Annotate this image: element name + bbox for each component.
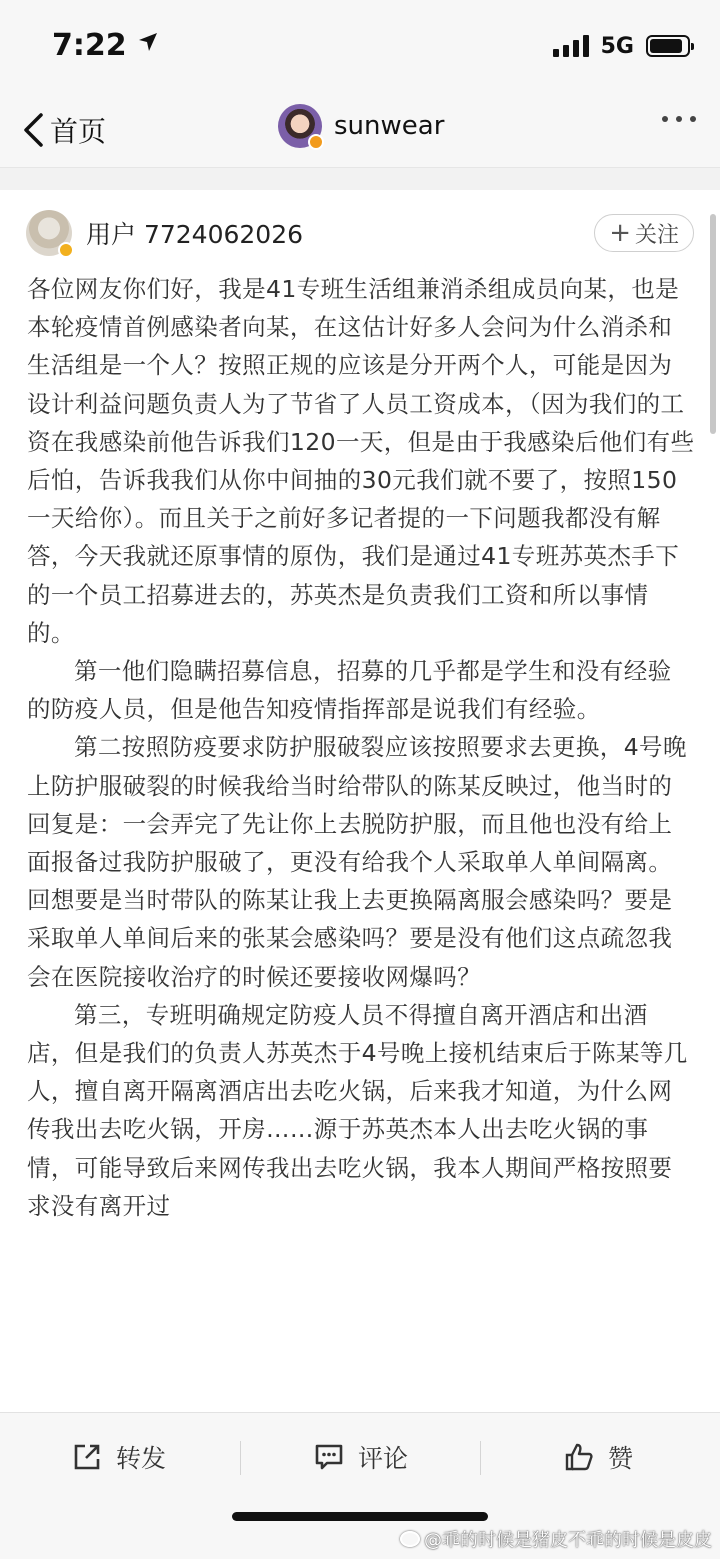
post-author[interactable] — [26, 210, 303, 256]
thumbs-up-icon — [564, 1442, 594, 1472]
weibo-logo-icon — [400, 1531, 420, 1547]
paragraph: 第二按照防疫要求防护服破裂应该按照要求去更换，4号晚上防护服破裂的时候我给当时给带队的陈某反映过，他当时的回复是：一会弄完了先让你上去脱防护服，而且他也没有给上面报备过我防护服破了，更没有给我个人采取单人单间隔离。回想要是当时带队的陈某让我上去更换隔离服会感染吗？要是采取单人单间后来的张某会感染吗？要是没有他们这点疏忽我会在医院接收治疗的时候还要接收网爆吗？ — [27, 733, 687, 991]
paragraph: 第一他们隐瞒招募信息，招募的几乎都是学生和没有经验的防疫人员，但是他告知疫情指挥部是说我们有经验。 — [27, 657, 672, 724]
paragraph: 第三，专班明确规定防疫人员不得擅自离开酒店和出酒店，但是我们的负责人苏英杰于4号晚上接机结束后于陈某等几人，擅自离开隔离酒店出去吃火锅，后来我才知道，为什么网传我出去吃火锅，开房……源于苏英杰本人出去吃火锅的事情，可能导致后来网传我出去吃火锅，我本人期间严格按照要求没有离开过 — [27, 1000, 688, 1220]
nav-user[interactable] — [278, 104, 444, 148]
status-bar — [0, 0, 720, 92]
divider — [240, 1441, 241, 1475]
signal-icon — [553, 35, 589, 57]
post-card — [0, 190, 720, 1412]
follow-label: 关注 — [634, 222, 679, 248]
more-button[interactable] — [662, 116, 696, 122]
separator — [0, 168, 720, 190]
home-indicator[interactable] — [232, 1512, 488, 1521]
comment-button[interactable] — [314, 1437, 408, 1477]
plus-icon: + — [609, 218, 631, 248]
watermark-text: @乖的时候是猪皮不乖的时候是皮皮 — [424, 1530, 712, 1551]
battery-icon — [646, 35, 690, 57]
watermark — [400, 1526, 712, 1552]
comment-icon — [314, 1442, 344, 1472]
nav-username[interactable]: sunwear — [334, 111, 445, 141]
verified-badge-icon — [58, 242, 74, 258]
repost-button[interactable] — [72, 1437, 166, 1477]
comment-label: 评论 — [358, 1444, 409, 1473]
nav-bar — [0, 92, 720, 168]
scrollbar[interactable] — [710, 214, 716, 434]
chevron-left-icon — [22, 112, 44, 148]
verified-badge-icon — [308, 134, 324, 150]
status-time — [52, 28, 159, 63]
network-type: 5G — [600, 33, 634, 59]
location-arrow-icon — [137, 31, 159, 53]
avatar[interactable] — [278, 104, 322, 148]
follow-button[interactable] — [594, 214, 694, 252]
author-name[interactable]: 用户 7724062026 — [86, 220, 304, 249]
clock: 7:22 — [52, 28, 127, 63]
more-dot-icon — [662, 116, 668, 122]
like-label: 赞 — [608, 1444, 634, 1473]
status-icons — [553, 32, 690, 60]
more-dot-icon — [676, 116, 682, 122]
like-button[interactable] — [564, 1437, 633, 1477]
back-label: 首页 — [50, 115, 107, 148]
paragraph: 各位网友你们好，我是41专班生活组兼消杀组成员向某，也是本轮疫情首例感染者向某，在这估计好多人会问为什么消杀和生活组是一个人？按照正规的应该是分开两个人，可能是因为设计利益问题负责人为了节省了人员工资成本，（因为我们的工资在我感染前他告诉我们120一天，但是由于我感染后他们有些后怕，告诉我我们从你中间抽的30元我们就不要了，按照150一天给你）。而且关于之前好多记者提的一下问题我都没有解答，今天我就还原事情的原伪，我们是通过41专班苏英杰手下的一个员工招募进去的，苏英杰是负责我们工资和所以事情的。 — [27, 275, 695, 647]
post-body — [27, 270, 695, 1225]
author-avatar[interactable] — [26, 210, 72, 256]
share-icon — [72, 1442, 102, 1472]
divider — [480, 1441, 481, 1475]
more-dot-icon — [690, 116, 696, 122]
repost-label: 转发 — [116, 1444, 167, 1473]
back-button[interactable] — [22, 106, 106, 154]
